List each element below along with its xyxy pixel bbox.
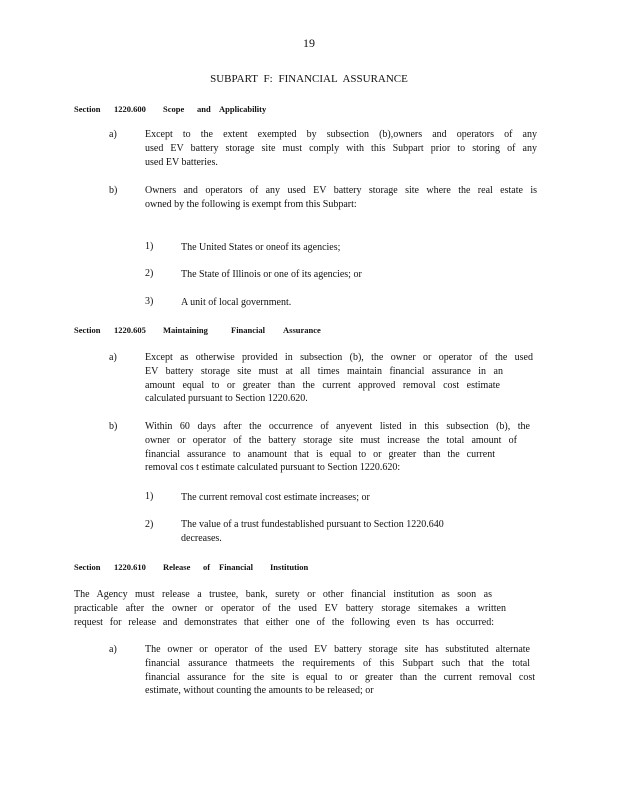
section-label: Section	[74, 562, 101, 572]
section-number: 1220.610	[114, 562, 146, 572]
paragraph-marker: b)	[109, 421, 118, 432]
paragraph-marker: a)	[109, 644, 117, 655]
paragraph-600-b	[145, 184, 537, 212]
paragraph-marker: a)	[109, 129, 117, 140]
list-marker: 2)	[145, 268, 154, 279]
section-title-word: of	[203, 562, 211, 572]
text-line: removal cos t estimate calculated pursuant to Section 1220.620:	[145, 462, 401, 474]
text-line: financial assurance to anamount that is equal to or greater than the current	[145, 448, 495, 460]
section-label: Section	[74, 325, 101, 335]
text-line: owned by the following is exempt from this Subpart:	[145, 198, 357, 210]
text-line: calculated pursuant to Section 1220.620.	[145, 393, 308, 405]
subpart-title: SUBPART F: FINANCIAL ASSURANCE	[210, 73, 408, 85]
text-line: The Agency must release a trustee, bank, surety or other financial institution as soon as	[74, 589, 492, 600]
section-number: 1220.600	[114, 104, 146, 114]
text-line: used EV batteries.	[145, 156, 218, 168]
paragraph-marker: a)	[109, 352, 117, 363]
text-line: Within 60 days after the occurrence of anyevent listed in this subsection (b), the	[145, 421, 530, 432]
list-marker: 2)	[145, 519, 154, 530]
text-line: financial assurance for the site is equal to or greater than the current removal cost	[145, 671, 535, 683]
text-line: financial assurance thatmeets the requirements of this Subpart such that the total	[145, 657, 530, 669]
text-line: decreases.	[181, 532, 222, 544]
list-marker: 1)	[145, 241, 154, 252]
section-title-word: Assurance	[283, 325, 321, 335]
list-item: The current removal cost estimate increases; or	[181, 492, 370, 503]
text-line: amount equal to or greater than the current approved removal cost estimate	[145, 379, 500, 391]
text-line: Owners and operators of any used EV battery storage site where the real estate is	[145, 185, 537, 196]
text-line: used EV battery storage site must comply with this Subpart prior to storing of any	[145, 142, 537, 154]
paragraph-610-a	[145, 643, 535, 698]
text-line: Except as otherwise provided in subsection (b), the owner or operator of the used	[145, 352, 533, 363]
section-title-word: and	[197, 104, 211, 114]
section-title-word: Financial	[231, 325, 266, 335]
section-title-word: Release	[163, 562, 191, 572]
text-line: EV battery storage site must at all times maintain financial assurance in an	[145, 365, 503, 377]
paragraph-610-intro	[74, 588, 506, 629]
section-title-word: Scope	[163, 104, 185, 114]
section-heading-610	[74, 562, 574, 574]
paragraph-600-a	[145, 128, 537, 169]
page-number: 19	[303, 36, 315, 50]
text-line: request for release and demonstrates that either one of the following even ts has occurred:	[74, 616, 494, 628]
list-marker: 3)	[145, 296, 154, 307]
list-item: The United States or oneof its agencies;	[181, 242, 341, 253]
list-marker: 1)	[145, 491, 154, 502]
text-line: The value of a trust fundestablished pursuant to Section 1220.640	[181, 519, 444, 530]
section-title-word: Applicability	[219, 104, 267, 114]
section-number: 1220.605	[114, 325, 146, 335]
section-heading-600	[74, 104, 574, 116]
paragraph-605-a	[145, 351, 533, 406]
list-item	[181, 518, 501, 546]
section-title-word: Institution	[270, 562, 309, 572]
section-heading-605	[74, 325, 574, 337]
list-item: The State of Illinois or one of its agencies; or	[181, 269, 362, 280]
section-title-word: Financial	[219, 562, 254, 572]
list-item: A unit of local government.	[181, 297, 292, 308]
section-title-word: Maintaining	[163, 325, 208, 335]
paragraph-605-b	[145, 420, 530, 475]
paragraph-marker: b)	[109, 185, 118, 196]
text-line: estimate, without counting the amounts to be released; or	[145, 685, 374, 697]
text-line: owner or operator of the battery storage site must increase the total amount of	[145, 434, 517, 446]
section-label: Section	[74, 104, 101, 114]
text-line: practicable after the owner or operator of the used EV battery storage sitemakes a written	[74, 602, 506, 614]
text-line: Except to the extent exempted by subsection (b),owners and operators of any	[145, 129, 537, 140]
text-line: The owner or operator of the used EV battery storage site has substituted alternate	[145, 644, 530, 655]
